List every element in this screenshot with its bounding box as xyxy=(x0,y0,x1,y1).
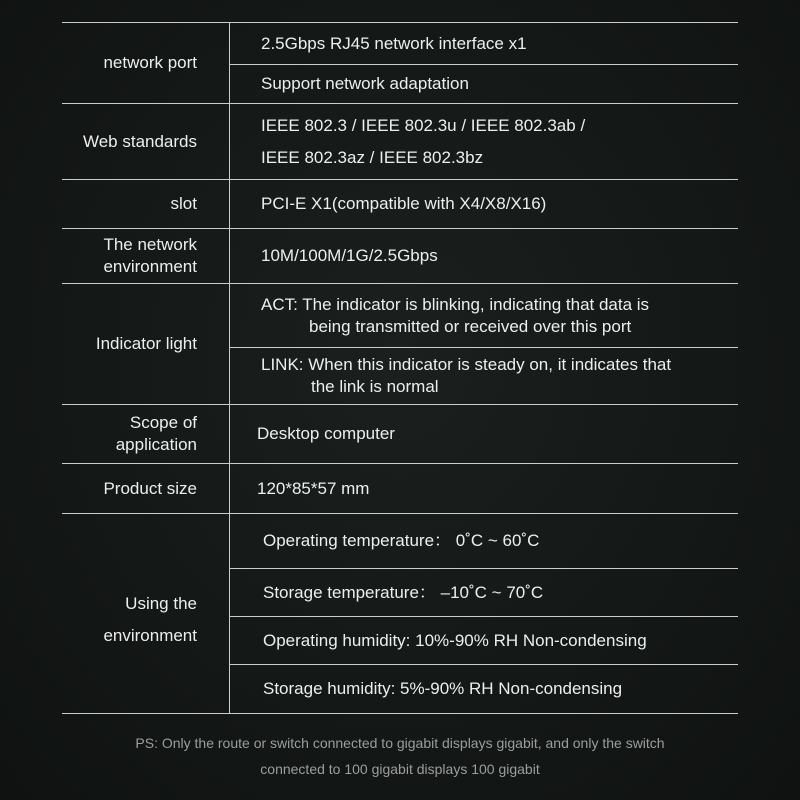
value-line: ACT: The indicator is blinking, indicating that data is xyxy=(261,294,650,314)
spec-table xyxy=(62,22,738,714)
row-value: Storage humidity: 5%-90% RH Non-condensing xyxy=(230,664,738,713)
row-values xyxy=(229,23,738,103)
value-line: IEEE 802.3az / IEEE 802.3bz xyxy=(261,147,484,167)
row-value xyxy=(230,284,738,347)
row-value: 10M/100M/1G/2.5Gbps xyxy=(261,246,438,265)
row-value xyxy=(230,104,738,179)
row-value xyxy=(230,347,738,404)
row-value: Operating temperature： 0˚C ~ 60˚C xyxy=(263,531,540,550)
row-value: Support network adaptation xyxy=(230,64,738,103)
row-label xyxy=(62,405,229,463)
row-label: Indicator light xyxy=(95,334,197,353)
label-line: The network xyxy=(103,235,197,254)
value-line: the link is normal xyxy=(311,377,439,396)
footnote-line: PS: Only the route or switch connected to gigabit displays gigabit, and only the switch xyxy=(135,735,665,751)
row-slot xyxy=(62,180,738,229)
row-values xyxy=(229,104,738,179)
value-line: IEEE 802.3 / IEEE 802.3u / IEEE 802.3ab / xyxy=(261,115,586,135)
row-label: Product size xyxy=(103,478,197,498)
label-line: environment xyxy=(103,257,197,276)
row-product-size xyxy=(62,464,738,514)
row-values xyxy=(229,229,738,283)
row-web-standards xyxy=(62,104,738,180)
label-line: Using the xyxy=(125,593,197,613)
value-line: LINK: When this indicator is steady on, it indicates that xyxy=(261,355,672,374)
row-value: 2.5Gbps RJ45 network interface x1 xyxy=(261,33,527,53)
row-values xyxy=(229,514,738,713)
row-indicator-light xyxy=(62,284,738,405)
row-value: Storage temperature： –10˚C ~ 70˚C xyxy=(230,568,738,616)
row-value: Desktop computer xyxy=(257,424,395,443)
row-using-environment xyxy=(62,514,738,714)
footnote-line: connected to 100 gigabit displays 100 gigabit xyxy=(260,761,540,777)
label-line: environment xyxy=(103,625,197,645)
label-line: Scope of xyxy=(129,413,197,432)
label-line: application xyxy=(115,435,197,454)
row-scope-of-application xyxy=(62,405,738,464)
value-line: being transmitted or received over this port xyxy=(309,316,632,336)
row-value: Operating humidity: 10%-90% RH Non-condensing xyxy=(230,616,738,664)
row-values xyxy=(229,464,738,513)
row-values xyxy=(229,405,738,463)
footnote xyxy=(0,730,800,782)
row-values xyxy=(229,180,738,228)
row-label: network port xyxy=(103,53,197,72)
row-values xyxy=(229,284,738,404)
row-label: slot xyxy=(170,194,197,213)
row-label xyxy=(62,229,229,283)
row-value: PCI-E X1(compatible with X4/X8/X16) xyxy=(261,194,547,213)
row-label: Web standards xyxy=(82,131,197,151)
row-network-port xyxy=(62,22,738,104)
row-value: 120*85*57 mm xyxy=(257,478,370,498)
row-label xyxy=(62,514,229,713)
row-network-environment xyxy=(62,229,738,284)
